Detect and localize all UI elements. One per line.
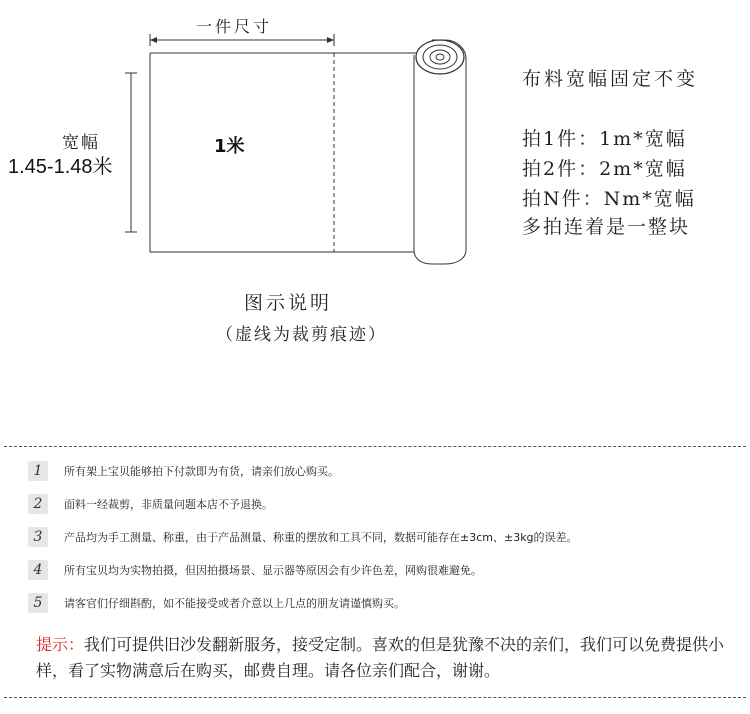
notice-text: 请客官们仔细斟酌，如不能接受或者介意以上几点的朋友请谨慎购买。 bbox=[64, 597, 405, 610]
notice-item bbox=[28, 460, 339, 482]
notice-text: 面料一经裁剪，非质量问题本店不予退换。 bbox=[64, 498, 273, 511]
divider-bottom bbox=[4, 697, 746, 698]
notice-text: 所有宝贝均为实物拍摄，但因拍摄场景、显示器等原因会有少许色差，网购很难避免。 bbox=[64, 564, 482, 577]
notice-number-badge: 2 bbox=[28, 494, 48, 514]
tip-text: 我们可提供旧沙发翻新服务，接受定制。喜欢的但是犹豫不决的亲们，我们可以免费提供小样，看了实物满意后在购买，邮费自理。请各位亲们配合，谢谢。 bbox=[36, 635, 725, 680]
notice-number-badge: 1 bbox=[28, 461, 48, 481]
notice-number-badge: 4 bbox=[28, 560, 48, 580]
rule-item: 拍N件：Nm*宽幅 bbox=[522, 188, 696, 210]
roll-core bbox=[436, 54, 444, 60]
side-label: 宽幅 bbox=[62, 133, 100, 153]
notice-number-badge: 5 bbox=[28, 593, 48, 613]
notice-text: 所有架上宝贝能够拍下付款即为有货，请亲们放心购买。 bbox=[64, 465, 339, 478]
notice-text: 产品均为手工测量、称重，由于产品测量、称重的摆放和工具不同，数据可能存在±3cm、±3kg的误差。 bbox=[64, 531, 578, 544]
notice-number-badge: 3 bbox=[28, 527, 48, 547]
divider-top bbox=[4, 446, 746, 447]
rules-title: 布料宽幅固定不变 bbox=[522, 68, 699, 90]
tip-block bbox=[36, 632, 736, 684]
width-arrow-left bbox=[150, 37, 157, 43]
rule-item: 多拍连着是一整块 bbox=[522, 216, 691, 238]
rule-item: 拍2件：2m*宽幅 bbox=[522, 158, 687, 180]
notice-item bbox=[28, 592, 405, 614]
side-value: 1.45-1.48米 bbox=[8, 156, 113, 178]
caption-subtitle: （虚线为裁剪痕迹） bbox=[216, 325, 387, 345]
notice-item bbox=[28, 526, 578, 548]
width-arrow-right bbox=[327, 37, 334, 43]
caption-title: 图示说明 bbox=[244, 292, 333, 314]
tip-label: 提示： bbox=[36, 635, 85, 654]
notice-item bbox=[28, 559, 482, 581]
rule-item: 拍1件：1m*宽幅 bbox=[522, 128, 687, 150]
fabric-sheet-outline bbox=[150, 53, 432, 252]
notice-item bbox=[28, 493, 273, 515]
width-label: 一件尺寸 bbox=[196, 17, 273, 36]
size-label: 1米 bbox=[214, 136, 245, 157]
